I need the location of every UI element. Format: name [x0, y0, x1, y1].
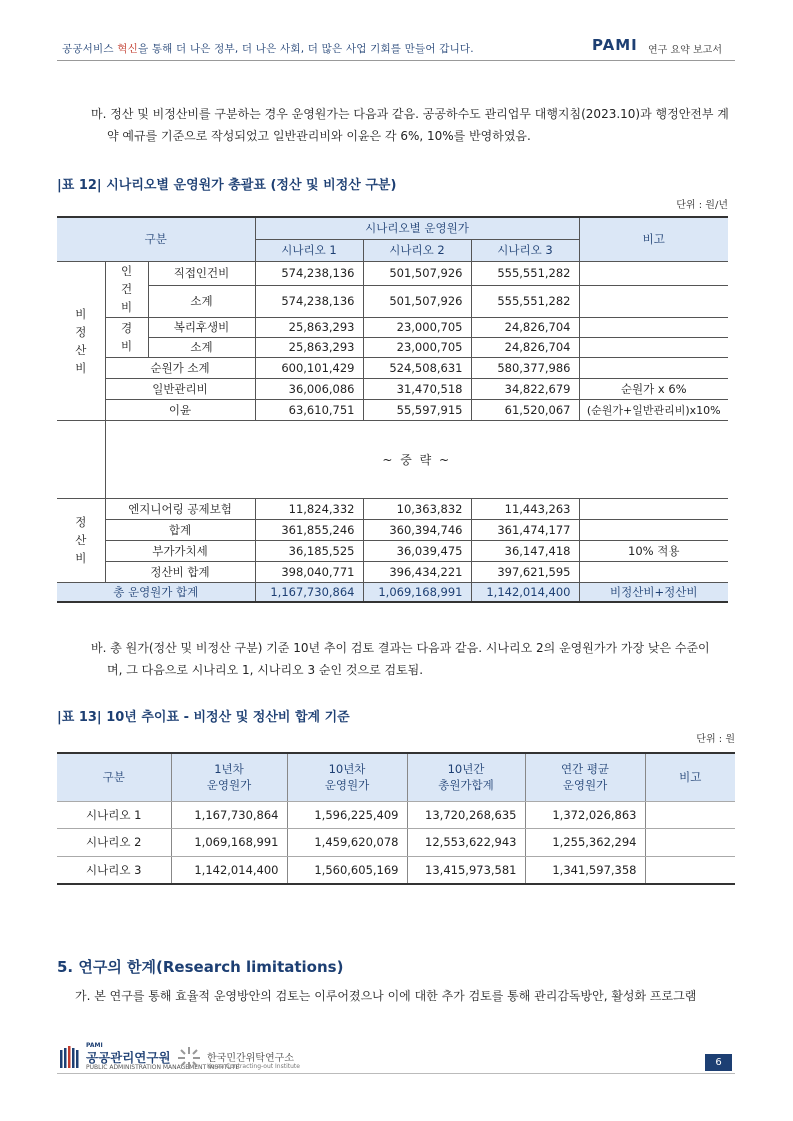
t13-head-total: [407, 753, 525, 801]
table-row: [57, 540, 728, 561]
table12-title: |표 12| 시나리오별 운영원가 총괄표 (정산 및 비정산 구분): [57, 178, 397, 193]
cell-label: 시나리오 1: [57, 801, 171, 828]
head-line: 1년차: [214, 762, 244, 777]
logo2-sub: Korea Contracting-out Institute: [207, 1063, 300, 1070]
cell-total: 13,720,268,635: [407, 801, 525, 828]
cell-s1: 361,855,246: [255, 519, 363, 540]
table12: [57, 216, 728, 603]
cell-s2: 55,597,915: [363, 399, 471, 420]
cell-s1: 25,863,293: [255, 317, 363, 337]
cell-label: 직접인건비: [148, 261, 255, 285]
cell-y10: 1,596,225,409: [287, 801, 407, 828]
cell-total: 12,553,622,943: [407, 828, 525, 856]
head-line: 10년차: [328, 762, 366, 777]
kci-logo-icon: [176, 1045, 202, 1075]
cell-s2: 501,507,926: [363, 261, 471, 285]
paragraph-ba: [91, 637, 739, 681]
cell-note: [645, 828, 735, 856]
cell-label: 정산비 합계: [105, 561, 255, 582]
cell-y1: 1,167,730,864: [171, 801, 287, 828]
cell-s2: 524,508,631: [363, 357, 471, 378]
cell-note: [579, 285, 728, 317]
cell-note: [579, 261, 728, 285]
t12-head-s3: 시나리오 3: [471, 239, 579, 261]
report-type: 연구 요약 보고서: [648, 45, 722, 56]
cell-y1: 1,069,168,991: [171, 828, 287, 856]
slogan-highlight: 혁신: [117, 43, 138, 55]
table-row: [57, 317, 728, 337]
paragraph-line: 본 연구를 통해 효율적 운영방안의 검토는 이루어졌으나 이에 대한 추가 검토를 통해 관리감독방안, 활성화 프로그램: [94, 989, 697, 1003]
paragraph-marker: 바.: [91, 641, 107, 655]
paragraph-line: 정산 및 비정산비를 구분하는 경우 운영원가는 다음과 같음. 공공하수도 관리업무 대행지침(2023.10)과 행정안전부 계: [110, 107, 729, 121]
t12-head-s2: 시나리오 2: [363, 239, 471, 261]
cell-s2: 360,394,746: [363, 519, 471, 540]
logo1-top: PAMI: [86, 1042, 103, 1049]
cell-avg: 1,255,362,294: [525, 828, 645, 856]
cell-label: 합계: [105, 519, 255, 540]
cell-s1: 36,185,525: [255, 540, 363, 561]
cell-s3: 24,826,704: [471, 337, 579, 357]
header-divider: [57, 60, 735, 61]
cell-s2: 1,069,168,991: [363, 582, 471, 602]
cell-note: [645, 856, 735, 884]
t12-head-group: 시나리오별 운영원가: [255, 217, 579, 239]
cell-s2: 23,000,705: [363, 337, 471, 357]
t12-settle-label: 정 산 비: [57, 498, 105, 582]
cell-s2: 36,039,475: [363, 540, 471, 561]
table-row: [57, 801, 735, 828]
cell-y10: 1,560,605,169: [287, 856, 407, 884]
cell-label: 부가가치세: [105, 540, 255, 561]
cell-label: 시나리오 3: [57, 856, 171, 884]
cell-s3: 11,443,263: [471, 498, 579, 519]
table-row: [57, 519, 728, 540]
table13: [57, 752, 735, 885]
cell-blank: [57, 420, 105, 498]
table-row: [57, 261, 728, 285]
cell-avg: 1,372,026,863: [525, 801, 645, 828]
table-row-omitted: [57, 420, 728, 498]
cell-s3: 24,826,704: [471, 317, 579, 337]
t13-head-avg: [525, 753, 645, 801]
cell-note: 비정산비+정산비: [579, 582, 728, 602]
cell-avg: 1,341,597,358: [525, 856, 645, 884]
paragraph-ma: [91, 103, 739, 147]
logo1-name: 공공관리연구원: [86, 1050, 171, 1065]
cell-note: (순원가+일반관리비)x10%: [579, 399, 728, 420]
table-row: [57, 285, 728, 317]
t12-labor-label: 인 건 비: [105, 261, 148, 317]
cell-s3: 580,377,986: [471, 357, 579, 378]
cell-y10: 1,459,620,078: [287, 828, 407, 856]
cell-s2: 501,507,926: [363, 285, 471, 317]
cell-s1: 1,167,730,864: [255, 582, 363, 602]
cell-s1: 398,040,771: [255, 561, 363, 582]
paragraph-ga: [75, 985, 739, 1007]
cell-s3: 1,142,014,400: [471, 582, 579, 602]
head-line: 연간 평균: [560, 762, 610, 777]
header-slogan: [62, 41, 474, 56]
head-line: 10년간: [447, 762, 485, 777]
cell-total: 13,415,973,581: [407, 856, 525, 884]
t12-head-note: 비고: [579, 217, 728, 261]
cell-note: 순원가 x 6%: [579, 378, 728, 399]
cell-label: 순원가 소계: [105, 357, 255, 378]
footer-divider: [57, 1073, 735, 1074]
cell-note: [579, 561, 728, 582]
table13-title: |표 13| 10년 추이표 - 비정산 및 정산비 합계 기준: [57, 710, 350, 725]
cell-s2: 31,470,518: [363, 378, 471, 399]
cell-s3: 36,147,418: [471, 540, 579, 561]
head-line: 운영원가: [206, 778, 252, 793]
table-row: [57, 378, 728, 399]
cell-s3: 34,822,679: [471, 378, 579, 399]
slogan-part1: 공공서비스: [62, 43, 114, 55]
table-row: [57, 399, 728, 420]
cell-s1: 11,824,332: [255, 498, 363, 519]
table-row-total: [57, 582, 728, 602]
table-row: [57, 337, 728, 357]
head-line: 총원가합계: [438, 778, 494, 793]
t12-welfare-label: 경 비: [105, 317, 148, 357]
cell-s2: 10,363,832: [363, 498, 471, 519]
table-row: [57, 357, 728, 378]
cell-label: 시나리오 2: [57, 828, 171, 856]
logo1-sub: PUBLIC ADMINISTRATION MANAGEMENT INSTITUTE: [86, 1064, 240, 1071]
cell-label: 총 운영원가 합계: [57, 582, 255, 602]
t12-head-s1: 시나리오 1: [255, 239, 363, 261]
cell-s2: 396,434,221: [363, 561, 471, 582]
cell-y1: 1,142,014,400: [171, 856, 287, 884]
t13-head-y10: [287, 753, 407, 801]
t12-head-category: 구분: [57, 217, 255, 261]
head-line: 운영원가: [562, 778, 608, 793]
pami-logo-icon: [60, 1046, 82, 1072]
t12-nonsettle-label: 비 정 산 비: [57, 261, 105, 420]
cell-note: [579, 519, 728, 540]
section-title: 5. 연구의 한계(Research limitations): [57, 958, 344, 976]
cell-label: 소계: [148, 337, 255, 357]
cell-label: 복리후생비: [148, 317, 255, 337]
cell-s1: 25,863,293: [255, 337, 363, 357]
cell-s3: 361,474,177: [471, 519, 579, 540]
cell-s1: 36,006,086: [255, 378, 363, 399]
slogan-part2: 을 통해 더 나은 정부, 더 나은 사회, 더 많은 사업 기회를 만들어 갑니다.: [137, 43, 474, 55]
logo2-name: 한국민간위탁연구소: [207, 1053, 294, 1064]
paragraph-marker: 마.: [91, 107, 107, 121]
cell-label: 이윤: [105, 399, 255, 420]
paragraph-line: 며, 그 다음으로 시나리오 1, 시나리오 3 순인 것으로 검토됨.: [107, 663, 424, 677]
paragraph-line: 총 원가(정산 및 비정산 구분) 기준 10년 추이 검토 결과는 다음과 같음. 시나리오 2의 운영원가가 가장 낮은 수준이: [110, 641, 710, 655]
cell-note: [645, 801, 735, 828]
table12-unit: 단위 : 원/년: [676, 200, 728, 211]
head-line: 운영원가: [324, 778, 370, 793]
cell-note: [579, 498, 728, 519]
cell-s3: 555,551,282: [471, 261, 579, 285]
cell-note: 10% 적용: [579, 540, 728, 561]
paragraph-line: 약 예규를 기준으로 작성되었고 일반관리비와 이윤은 각 6%, 10%를 반영하였음.: [107, 129, 531, 143]
cell-s3: 397,621,595: [471, 561, 579, 582]
cell-note: [579, 357, 728, 378]
cell-note: [579, 317, 728, 337]
cell-label: 소계: [148, 285, 255, 317]
t13-head-category: 구분: [57, 753, 171, 801]
t13-head-note: 비고: [645, 753, 735, 801]
table-row: [57, 561, 728, 582]
cell-s1: 600,101,429: [255, 357, 363, 378]
table-row: [57, 856, 735, 884]
paragraph-marker: 가.: [75, 989, 91, 1003]
table-row: [57, 828, 735, 856]
cell-s3: 555,551,282: [471, 285, 579, 317]
t12-omitted: ~ 중 략 ~: [105, 420, 728, 498]
brand-name: PAMI: [592, 36, 638, 54]
cell-note: [579, 337, 728, 357]
cell-s1: 63,610,751: [255, 399, 363, 420]
page-number: 6: [705, 1054, 732, 1071]
cell-label: 일반관리비: [105, 378, 255, 399]
cell-s1: 574,238,136: [255, 285, 363, 317]
table-row: [57, 498, 728, 519]
table13-unit: 단위 : 원: [696, 734, 735, 745]
cell-s1: 574,238,136: [255, 261, 363, 285]
t13-head-y1: [171, 753, 287, 801]
cell-s2: 23,000,705: [363, 317, 471, 337]
cell-s3: 61,520,067: [471, 399, 579, 420]
cell-label: 엔지니어링 공제보험: [105, 498, 255, 519]
